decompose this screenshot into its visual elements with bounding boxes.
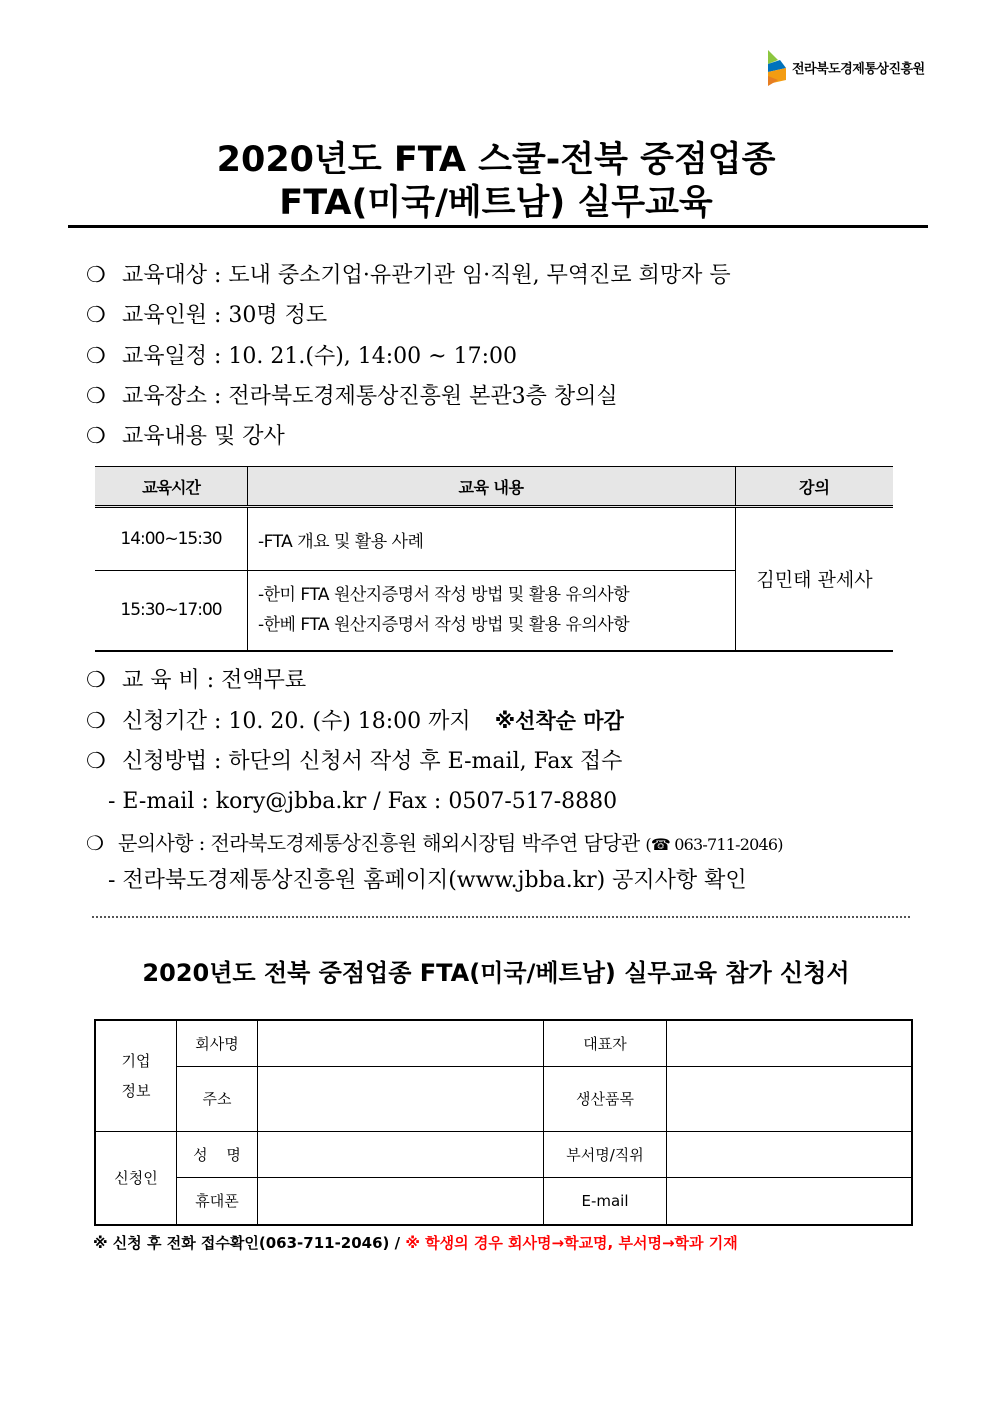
email-field[interactable]	[667, 1177, 913, 1225]
bullet-icon: ❍	[86, 831, 104, 855]
label-name: 성 명	[177, 1131, 258, 1177]
label-email: E-mail	[544, 1177, 667, 1225]
info-fee: ❍ 교 육 비 : 전액무료	[86, 666, 306, 696]
address-field[interactable]	[258, 1066, 544, 1131]
ceo-field[interactable]	[667, 1020, 913, 1066]
education-schedule-table	[95, 466, 893, 652]
label-phone: 휴대폰	[177, 1177, 258, 1225]
info-target: ❍ 교육대상 : 도내 중소기업·유관기관 임·직원, 무역진로 희망자 등	[86, 261, 731, 291]
info-period: ❍ 신청기간 : 10. 20. (수) 18:00 까지 ※선착순 마감	[86, 706, 624, 737]
first-come-note: ※선착순 마감	[494, 709, 624, 733]
info-method: ❍ 신청방법 : 하단의 신청서 작성 후 E-mail, Fax 접수	[86, 747, 622, 777]
group-applicant: 신청인	[95, 1131, 177, 1225]
row-content: -FTA 개요 및 활용 사례	[248, 507, 736, 571]
label-address: 주소	[177, 1066, 258, 1131]
application-form-table	[94, 1019, 913, 1226]
info-inquiry: ❍ 문의사항 : 전라북도경제통상진흥원 해외시장팀 박주연 담당관 (☎ 063-711-2046)	[86, 828, 783, 860]
logo-org-name: 전라북도경제통상진흥원	[792, 61, 925, 77]
label-dept: 부서명/직위	[544, 1131, 667, 1177]
method-contact: - E-mail : kory@jbba.kr / Fax : 0507-517-8880	[108, 789, 618, 814]
row-time: 14:00~15:30	[95, 507, 248, 571]
header-lecturer: 강의	[736, 467, 894, 507]
label-ceo: 대표자	[544, 1020, 667, 1066]
bullet-icon: ❍	[86, 709, 106, 734]
bullet-icon: ❍	[86, 749, 106, 774]
label-products: 생산품목	[544, 1066, 667, 1131]
bullet-icon: ❍	[86, 344, 106, 369]
header-time: 교육시간	[95, 467, 248, 507]
info-contents: ❍ 교육내용 및 강사	[86, 422, 285, 452]
row-content: -한미 FTA 원산지증명서 작성 방법 및 활용 유의사항 -한베 FTA 원산지증명서 작성 방법 및 활용 유의사항	[248, 571, 736, 651]
footnote-student: ※ 학생의 경우 회사명→학교명, 부서명→학과 기재	[405, 1234, 738, 1252]
inquiry-phone: (☎ 063-711-2046)	[645, 835, 783, 854]
org-logo	[766, 46, 925, 88]
info-place: ❍ 교육장소 : 전라북도경제통상진흥원 본관3층 창의실	[86, 382, 618, 412]
page-title-line1: 2020년도 FTA 스쿨-전북 중점업종	[216, 140, 776, 180]
products-field[interactable]	[667, 1066, 913, 1131]
name-field[interactable]	[258, 1131, 544, 1177]
company-field[interactable]	[258, 1020, 544, 1066]
bullet-icon: ❍	[86, 303, 106, 328]
title-underline	[68, 225, 928, 228]
bullet-icon: ❍	[86, 263, 106, 288]
bullet-icon: ❍	[86, 424, 106, 449]
group-company-info: 기업 정보	[95, 1020, 177, 1131]
section-divider	[92, 916, 910, 918]
logo-mark-icon	[766, 46, 788, 88]
form-title: 2020년도 전북 중점업종 FTA(미국/베트남) 실무교육 참가 신청서	[142, 959, 850, 987]
label-company: 회사명	[177, 1020, 258, 1066]
page-title-line2: FTA(미국/베트남) 실무교육	[279, 183, 713, 223]
bullet-icon: ❍	[86, 384, 106, 409]
notice-homepage: - 전라북도경제통상진흥원 홈페이지(www.jbba.kr) 공지사항 확인	[108, 868, 747, 893]
dept-field[interactable]	[667, 1131, 913, 1177]
bullet-icon: ❍	[86, 668, 106, 693]
lecturer-name: 김민태 관세사	[736, 507, 894, 651]
info-schedule: ❍ 교육일정 : 10. 21.(수), 14:00 ~ 17:00	[86, 342, 517, 372]
table-row	[95, 507, 893, 571]
info-count: ❍ 교육인원 : 30명 정도	[86, 301, 327, 331]
footnote-confirm: ※ 신청 후 전화 접수확인(063-711-2046) /	[93, 1234, 406, 1252]
row-time: 15:30~17:00	[95, 571, 248, 651]
footnote	[93, 1232, 738, 1253]
phone-field[interactable]	[258, 1177, 544, 1225]
header-content: 교육 내용	[248, 467, 736, 507]
